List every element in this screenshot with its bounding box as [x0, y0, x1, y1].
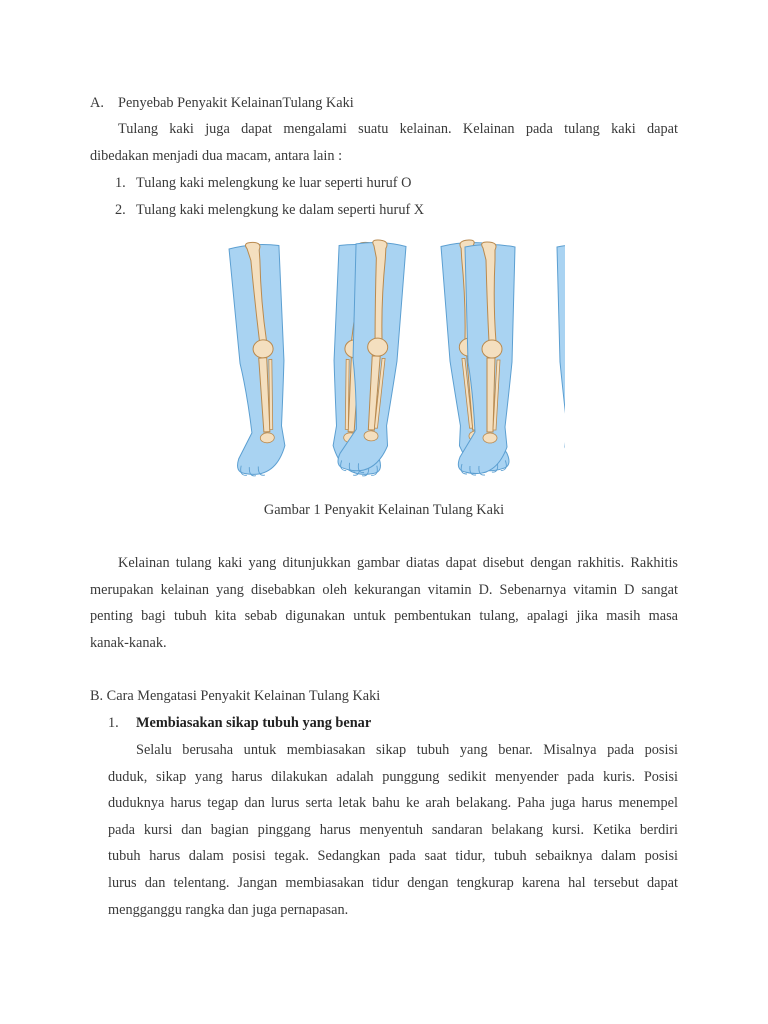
paragraph-line: penting bagi tubuh kita sebab digunakan untuk pembentukan tulang, apalagi jika masih masa [90, 608, 678, 624]
paragraph-line: mengganggu rangka dan juga pernapasan. [108, 902, 349, 918]
list-item-number: 1. [115, 175, 126, 191]
leg-bones-illustration [215, 232, 565, 477]
list-item-text: Tulang kaki melengkung ke luar seperti huruf O [136, 175, 412, 191]
figure-caption: Gambar 1 Penyakit Kelainan Tulang Kaki [263, 502, 505, 518]
paragraph-line: Kelainan tulang kaki yang ditunjukkan gambar diatas dapat disebut dengan rakhitis. Rakhitis [118, 555, 678, 571]
section-b-heading: B. Cara Mengatasi Penyakit Kelainan Tulang Kaki [90, 688, 381, 704]
item-title: Membiasakan sikap tubuh yang benar [136, 715, 372, 731]
paragraph-line: pada kursi dan bagian pinggang harus menyentuh sandaran belakang kursi. Ketika berdiri [108, 822, 678, 838]
paragraph-line: merupakan kelainan yang disebabkan oleh kekurangan vitamin D. Sebenarnya vitamin D sangat [90, 582, 678, 598]
paragraph-line: Selalu berusaha untuk membiasakan sikap tubuh yang benar. Misalnya pada posisi [136, 742, 678, 758]
intro-line-1: Tulang kaki juga dapat mengalami suatu kelainan. Kelainan pada tulang kaki dapat [118, 121, 678, 137]
paragraph-line: duduk, sikap yang harus dilakukan adalah punggung sedikit menyender pada kuris. Posisi [108, 769, 678, 785]
intro-line-2: dibedakan menjadi dua macam, antara lain : [90, 148, 343, 164]
paragraph-line: tubuh harus dalam posisi tegak. Sedangkan pada saat tidur, tubuh sebaiknya dalam posisi [108, 848, 678, 864]
item-number: 1. [108, 715, 119, 731]
list-item-number: 2. [115, 202, 126, 218]
section-a-heading: Penyebab Penyakit KelainanTulang Kaki [118, 95, 354, 111]
paragraph-line: lurus dan telentang. Jangan membiasakan tidur dengan tengkurap karena hal tersebut dapat [108, 875, 678, 891]
paragraph-line: kanak-kanak. [90, 635, 167, 651]
section-a-letter: A. [90, 95, 104, 111]
paragraph-line: duduknya harus tegap dan lurus serta letak bahu ke arah belakang. Paha juga harus menempel [108, 795, 678, 811]
list-item-text: Tulang kaki melengkung ke dalam seperti huruf X [136, 202, 425, 218]
